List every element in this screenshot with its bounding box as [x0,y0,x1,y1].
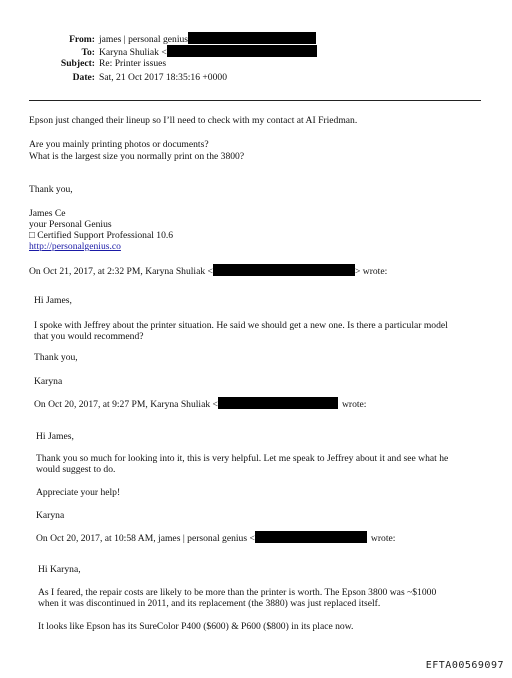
quote3-attribution [36,531,395,545]
message1-p2a: Are you mainly printing photos or documents? [29,139,209,150]
to-value: Karyna Shuliak < [99,47,167,58]
header-to [0,45,317,59]
from-label: From: [69,34,95,45]
quote2-attribution [34,397,366,411]
quote1-attribution [29,264,387,278]
quote2-name: Karyna [36,510,65,521]
quote1-name: Karyna [34,376,63,387]
quote3-greeting: Hi Karyna, [38,564,81,575]
quote1-greeting: Hi James, [34,295,72,306]
from-value: james | personal genius [99,34,189,45]
header-date [0,72,227,84]
quote2-attribution-post: wrote: [341,399,367,410]
quote1-p1b: that you would recommend? [34,331,144,342]
quote2-p1b: would suggest to do. [36,464,116,475]
quote3-attribution-pre: On Oct 20, 2017, at 10:58 AM, james | personal genius < [36,533,255,544]
message1-p2b: What is the largest size you normally print on the 3800? [29,151,245,162]
signature-link[interactable]: http://personalgenius.co [29,241,121,252]
quote1-thanks: Thank you, [34,352,78,363]
signature-name: James Ce [29,208,66,219]
message1-p1: Epson just changed their lineup so I’ll need to check with my contact at AI Friedman. [29,115,358,126]
date-value: Sat, 21 Oct 2017 18:35:16 +0000 [99,72,227,83]
quote3-attribution-post: wrote: [370,533,396,544]
quote2-p1a: Thank you so much for looking into it, this is very helpful. Let me speak to Jeffrey about it and see what he [36,453,449,464]
quote2-appreciate: Appreciate your help! [36,487,121,498]
header-divider [29,100,481,101]
quote1-p1a: I spoke with Jeffrey about the printer situation. He said we should get a new one. Is there a particular model [34,320,448,331]
redaction-box [218,397,338,409]
redaction-box [213,264,355,276]
signature-cert: □ Certified Support Professional 10.6 [29,230,174,241]
quote1-attribution-post: > wrote: [354,266,388,277]
signature-title: your Personal Genius [29,219,112,230]
date-label: Date: [72,72,95,83]
redaction-box [255,531,367,543]
to-label: To: [81,47,95,58]
quote2-attribution-pre: On Oct 20, 2017, at 9:27 PM, Karyna Shuliak < [34,399,218,410]
bates-number: EFTA00569097 [425,660,504,671]
header-subject [0,58,166,70]
subject-label: Subject: [60,58,95,69]
subject-value: Re: Printer issues [99,58,167,69]
header-from [0,32,316,46]
quote3-p1a: As I feared, the repair costs are likely to be more than the printer is worth. The Epson 3800 was ~$1000 [38,587,437,598]
quote1-attribution-pre: On Oct 21, 2017, at 2:32 PM, Karyna Shuliak < [29,266,213,277]
quote3-p1b: when it was discontinued in 2011, and its replacement (the 3880) was just replaced itself. [38,598,381,609]
message1-thanks: Thank you, [29,184,73,195]
redaction-box [167,45,317,57]
quote3-p2: It looks like Epson has its SureColor P400 ($600) & P600 ($800) in its place now. [38,621,354,632]
redaction-box [188,32,316,44]
quote2-greeting: Hi James, [36,431,74,442]
